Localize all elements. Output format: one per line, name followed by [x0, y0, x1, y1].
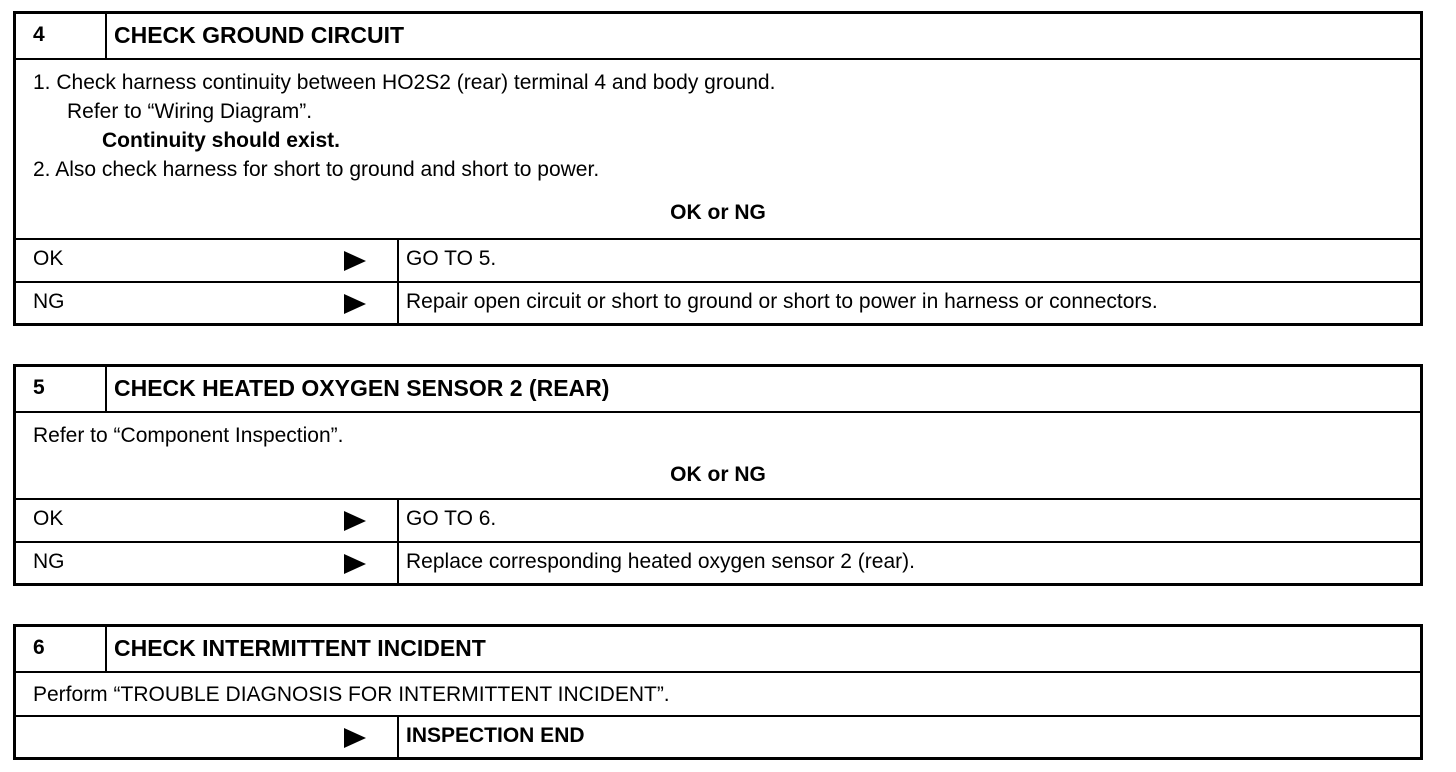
step-title: CHECK GROUND CIRCUIT	[114, 22, 405, 48]
result-action: GO TO 6.	[406, 507, 497, 530]
result-row-end	[16, 715, 1420, 757]
instruction-line: Refer to “Component Inspection”.	[33, 424, 344, 447]
result-row-ng	[16, 281, 1420, 323]
result-row-ok	[16, 238, 1420, 281]
result-row-ng	[16, 541, 1420, 583]
result-label: NG	[33, 290, 65, 313]
step-body	[16, 58, 1420, 238]
instruction-line: 2. Also check harness for short to ground and short to power.	[33, 158, 600, 181]
right-pointer-icon	[344, 511, 366, 531]
instruction-spec: Continuity should exist.	[102, 129, 341, 152]
result-label: NG	[33, 550, 65, 573]
step-title: CHECK INTERMITTENT INCIDENT	[114, 635, 486, 661]
result-action: Replace corresponding heated oxygen sensor 2 (rear).	[406, 550, 915, 573]
result-row-ok	[16, 498, 1420, 541]
right-pointer-icon	[344, 728, 366, 748]
step-body	[16, 411, 1420, 498]
step-6-box	[13, 624, 1423, 760]
ok-or-ng-header: OK or NG	[670, 463, 766, 486]
result-action: INSPECTION END	[406, 724, 585, 747]
right-pointer-icon	[344, 554, 366, 574]
step-number: 5	[16, 367, 107, 411]
result-label: OK	[33, 507, 64, 530]
ok-or-ng-header: OK or NG	[670, 201, 766, 224]
instruction-line: 1. Check harness continuity between HO2S2 (rear) terminal 4 and body ground.	[33, 71, 776, 94]
step-number: 4	[16, 14, 107, 58]
step-header	[16, 627, 1420, 671]
right-pointer-icon	[344, 251, 366, 271]
instruction-line: Refer to “Wiring Diagram”.	[67, 100, 313, 123]
step-title: CHECK HEATED OXYGEN SENSOR 2 (REAR)	[114, 375, 610, 401]
step-header	[16, 14, 1420, 58]
step-5-box	[13, 364, 1423, 586]
result-label: OK	[33, 247, 64, 270]
step-header	[16, 367, 1420, 411]
step-number: 6	[16, 627, 107, 671]
instruction-line: Perform “TROUBLE DIAGNOSIS FOR INTERMITTENT INCIDENT”.	[33, 683, 670, 706]
step-4-box	[13, 11, 1423, 326]
result-action: Repair open circuit or short to ground or short to power in harness or connectors.	[406, 290, 1158, 313]
step-body	[16, 671, 1420, 715]
result-action: GO TO 5.	[406, 247, 497, 270]
right-pointer-icon	[344, 294, 366, 314]
